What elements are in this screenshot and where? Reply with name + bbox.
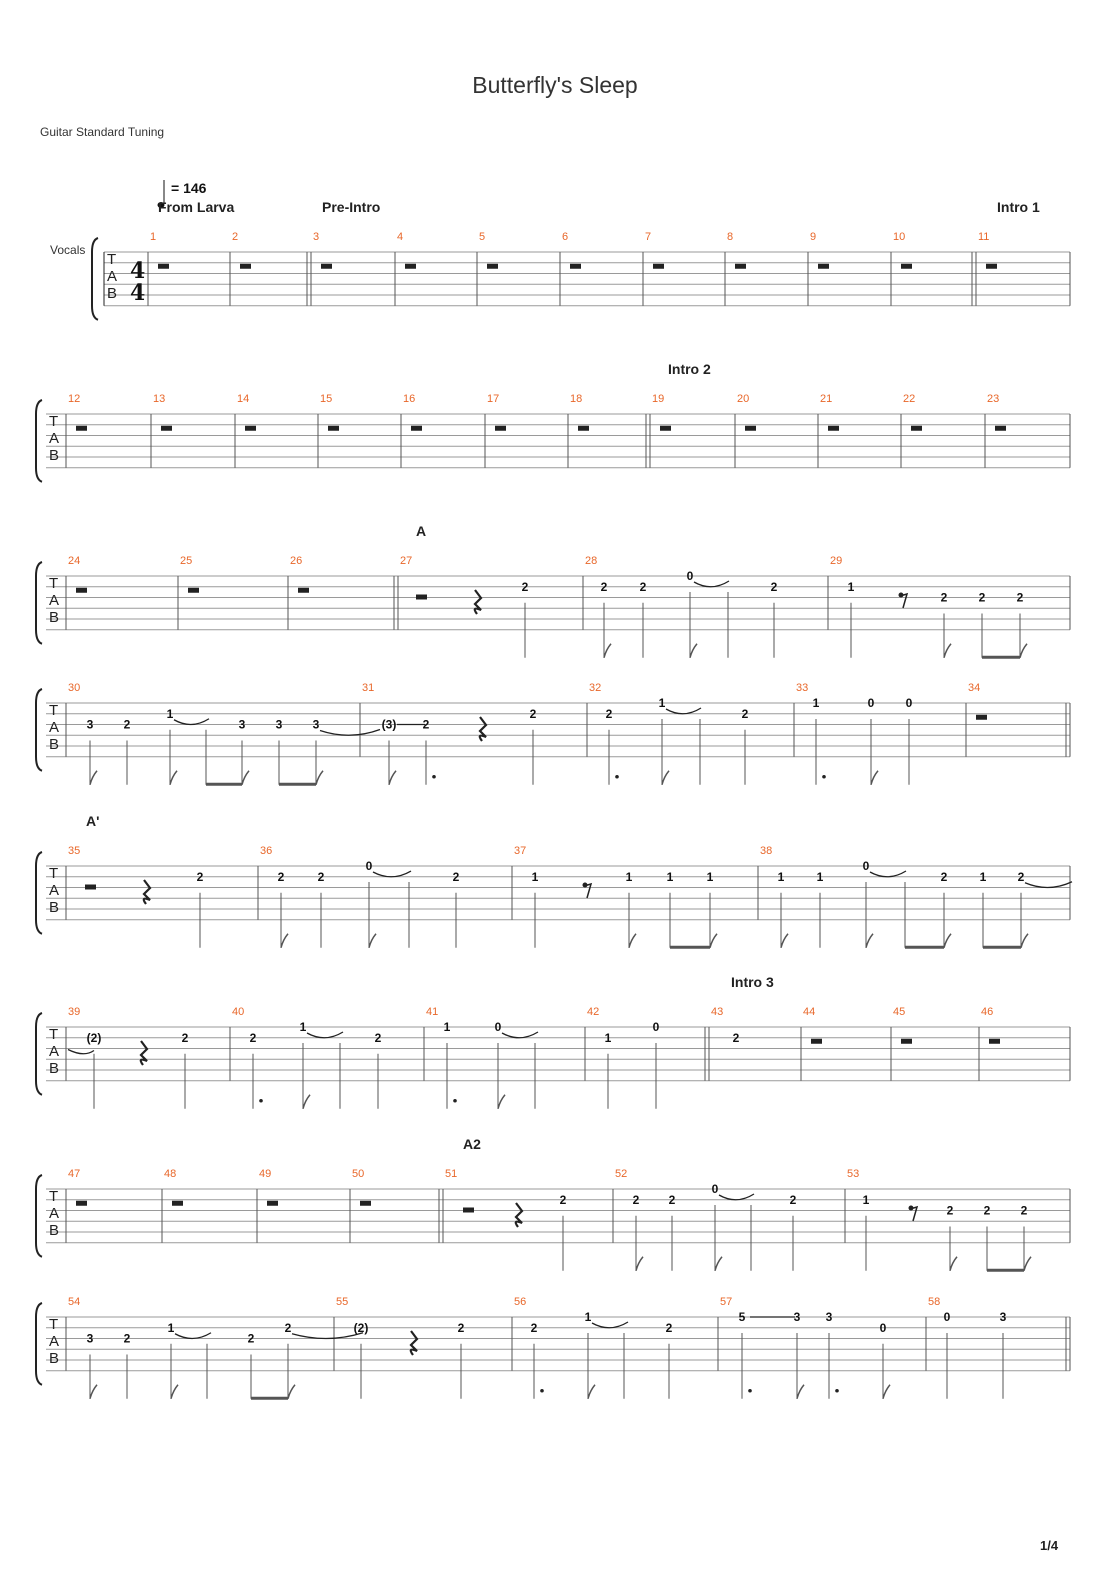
eighth-flag — [171, 1385, 178, 1399]
fret-number: 2 — [123, 1331, 131, 1346]
measure-number: 33 — [796, 682, 809, 694]
eighth-flag — [316, 771, 323, 785]
fret-number: 2 — [946, 1203, 954, 1218]
measure-number: 50 — [352, 1168, 365, 1180]
measure-number: 16 — [403, 393, 416, 405]
tab-clef-letter: T — [49, 1026, 59, 1043]
whole-rest — [495, 426, 506, 431]
fret-number: 2 — [277, 869, 285, 884]
measure-number: 52 — [615, 1168, 628, 1180]
measure-number: 10 — [893, 231, 906, 243]
fret-number: 3 — [86, 717, 94, 732]
whole-rest — [158, 264, 169, 269]
eighth-flag — [797, 1385, 804, 1399]
whole-rest — [976, 715, 987, 720]
measure-number: 38 — [760, 845, 773, 857]
fret-number: 0 — [943, 1310, 951, 1324]
tie — [870, 871, 906, 877]
time-signature-bottom: 4 — [130, 280, 146, 306]
tie — [292, 1333, 363, 1339]
measure-number: 26 — [290, 555, 303, 567]
fret-number: 3 — [793, 1310, 801, 1324]
beam — [983, 946, 1021, 949]
whole-rest — [76, 426, 87, 431]
tab-clef-letter: T — [49, 575, 59, 592]
whole-rest — [172, 1201, 183, 1206]
eighth-rest — [910, 1207, 917, 1221]
system-bracket — [36, 689, 42, 771]
instrument-label: Vocals — [50, 243, 86, 257]
measure-number: 55 — [336, 1296, 349, 1308]
measure-number: 47 — [68, 1168, 81, 1180]
measure-number: 49 — [259, 1168, 272, 1180]
fret-number: 1 — [531, 869, 539, 884]
whole-rest — [811, 1039, 822, 1044]
beam — [905, 946, 944, 949]
measure-number: 3 — [313, 231, 320, 243]
fret-number: 1 — [666, 869, 674, 884]
measure-number: 37 — [514, 845, 527, 857]
eighth-flag — [1024, 1257, 1031, 1271]
section-label: Intro 2 — [668, 361, 711, 377]
eighth-flag — [90, 771, 97, 785]
eighth-flag — [636, 1257, 643, 1271]
whole-rest — [986, 264, 997, 269]
tab-clef-letter: B — [49, 899, 60, 916]
whole-rest — [76, 1201, 87, 1206]
eighth-flag — [662, 771, 669, 785]
whole-rest — [360, 1201, 371, 1206]
fret-number: 0 — [652, 1020, 660, 1034]
tie — [174, 719, 209, 725]
system-bracket — [92, 238, 98, 320]
fret-number: 2 — [317, 869, 325, 884]
half-rest — [85, 885, 96, 890]
whole-rest — [901, 1039, 912, 1044]
tab-clef-letter: A — [49, 719, 60, 736]
fret-number: 1 — [658, 696, 666, 710]
eighth-flag — [690, 644, 697, 658]
tab-clef-letter: T — [107, 251, 117, 268]
eighth-flag — [288, 1385, 295, 1399]
tab-clef-letter: T — [49, 865, 59, 882]
fret-number: 2 — [639, 579, 647, 594]
measure-number: 4 — [397, 231, 404, 243]
eighth-flag — [950, 1257, 957, 1271]
fret-number: 2 — [732, 1030, 740, 1045]
fret-number: 1 — [443, 1020, 451, 1034]
fret-number: 0 — [867, 696, 875, 710]
whole-rest — [298, 588, 309, 593]
measure-number: 27 — [400, 555, 413, 567]
tempo-marking: = 146 — [171, 180, 207, 196]
section-label: Pre-Intro — [322, 199, 381, 215]
fret-number: 0 — [905, 696, 913, 710]
fret-number: 3 — [999, 1310, 1007, 1324]
tab-clef-letter: B — [49, 1350, 60, 1367]
eighth-flag — [1020, 644, 1027, 658]
measure-number: 7 — [645, 231, 652, 243]
tab-clef-letter: B — [49, 609, 60, 626]
fret-number: 5 — [738, 1310, 746, 1324]
measure-number: 30 — [68, 682, 81, 694]
measure-number: 11 — [978, 231, 990, 243]
dot — [822, 775, 826, 779]
fret-number: 2 — [422, 717, 430, 732]
eighth-flag — [242, 771, 249, 785]
tie — [1025, 882, 1072, 888]
measure-number: 53 — [847, 1168, 860, 1180]
fret-number: 1 — [706, 869, 714, 884]
eighth-flag — [944, 934, 951, 948]
beam — [279, 783, 316, 786]
tie — [592, 1322, 628, 1328]
whole-rest — [267, 1201, 278, 1206]
fret-number: 1 — [166, 706, 174, 721]
fret-number: 2 — [530, 1320, 538, 1335]
fret-number: 2 — [284, 1320, 292, 1335]
fret-number: 2 — [665, 1320, 673, 1335]
measure-number: 20 — [737, 393, 750, 405]
fret-number: 1 — [625, 869, 633, 884]
fret-number: 2 — [605, 706, 613, 721]
tab-clef-letter: A — [49, 1333, 60, 1350]
tie — [694, 581, 729, 587]
whole-rest — [911, 426, 922, 431]
fret-number: 2 — [529, 706, 537, 721]
fret-number: 1 — [847, 579, 855, 594]
beam — [206, 783, 242, 786]
measure-number: 31 — [362, 682, 375, 694]
eighth-flag — [170, 771, 177, 785]
system-bracket — [36, 1013, 42, 1095]
whole-rest — [188, 588, 199, 593]
measure-number: 41 — [426, 1006, 439, 1018]
quarter-rest — [480, 717, 486, 741]
tie — [175, 1333, 211, 1339]
fret-number: 3 — [275, 717, 283, 732]
fret-number: 0 — [686, 569, 694, 583]
eighth-flag — [498, 1095, 505, 1109]
fret-number: 1 — [777, 869, 785, 884]
system-bracket — [36, 400, 42, 482]
whole-rest — [745, 426, 756, 431]
dot — [615, 775, 619, 779]
measure-number: 1 — [150, 231, 157, 243]
system-bracket — [36, 1303, 42, 1385]
eighth-flag — [303, 1095, 310, 1109]
fret-number: 2 — [983, 1203, 991, 1218]
eighth-flag — [369, 934, 376, 948]
eighth-flag — [883, 1385, 890, 1399]
eighth-flag — [871, 771, 878, 785]
fret-number: 2 — [940, 869, 948, 884]
eighth-flag — [710, 934, 717, 948]
fret-number: 1 — [862, 1192, 870, 1207]
beam — [987, 1269, 1024, 1272]
fret-number: 2 — [374, 1030, 382, 1045]
tab-clef-letter: A — [49, 1043, 60, 1060]
measure-number: 54 — [68, 1296, 81, 1308]
measure-number: 39 — [68, 1006, 81, 1018]
eighth-flag — [1021, 934, 1028, 948]
measure-number: 43 — [711, 1006, 724, 1018]
page-number: 1/4 — [1040, 1538, 1059, 1553]
section-label: A' — [86, 813, 100, 829]
whole-rest — [828, 426, 839, 431]
fret-number: 2 — [789, 1192, 797, 1207]
tab-clef-letter: T — [49, 1188, 59, 1205]
quarter-rest — [144, 880, 150, 904]
dot — [453, 1099, 457, 1103]
tab-clef-letter: T — [49, 702, 59, 719]
measure-number: 22 — [903, 393, 916, 405]
fret-number: 2 — [457, 1320, 465, 1335]
measure-number: 58 — [928, 1296, 941, 1308]
tab-clef-letter: A — [49, 1205, 60, 1222]
measure-number: 56 — [514, 1296, 527, 1308]
fret-number: (3) — [381, 717, 397, 732]
fret-number: 3 — [86, 1331, 94, 1346]
whole-rest — [989, 1039, 1000, 1044]
whole-rest — [405, 264, 416, 269]
dot — [540, 1389, 544, 1393]
fret-number: 2 — [1017, 869, 1025, 884]
beam — [670, 946, 710, 949]
measure-number: 18 — [570, 393, 583, 405]
eighth-flag — [90, 1385, 97, 1399]
tie — [719, 1194, 754, 1200]
eighth-rest — [584, 884, 591, 898]
measure-number: 42 — [587, 1006, 600, 1018]
measure-number: 17 — [487, 393, 500, 405]
eighth-flag — [588, 1385, 595, 1399]
fret-number: 1 — [299, 1020, 307, 1034]
measure-number: 51 — [445, 1168, 458, 1180]
tuning-label: Guitar Standard Tuning — [40, 125, 165, 139]
eighth-flag — [389, 771, 396, 785]
tie — [373, 871, 411, 877]
fret-number: 2 — [123, 717, 131, 732]
whole-rest — [161, 426, 172, 431]
eighth-flag — [715, 1257, 722, 1271]
system-bracket — [36, 1175, 42, 1257]
fret-number: 1 — [812, 696, 820, 710]
fret-number: 2 — [1016, 590, 1024, 605]
measure-number: 44 — [803, 1006, 816, 1018]
measure-number: 36 — [260, 845, 273, 857]
section-label: A2 — [463, 1136, 481, 1152]
whole-rest — [411, 426, 422, 431]
beam — [251, 1397, 288, 1400]
eighth-flag — [629, 934, 636, 948]
measure-number: 25 — [180, 555, 193, 567]
tab-clef-letter: A — [107, 268, 118, 285]
section-label: A — [416, 523, 427, 539]
tie — [320, 730, 380, 736]
tab-clef-letter: T — [49, 413, 59, 430]
measure-number: 8 — [727, 231, 734, 243]
measure-number: 21 — [820, 393, 833, 405]
system-bracket — [36, 562, 42, 644]
fret-number: (2) — [353, 1320, 369, 1335]
whole-rest — [735, 264, 746, 269]
quarter-rest — [475, 590, 481, 614]
fret-number: (2) — [86, 1030, 102, 1045]
time-signature-top: 4 — [130, 258, 146, 284]
measure-number: 48 — [164, 1168, 177, 1180]
half-rest — [416, 595, 427, 600]
tab-clef-letter: B — [49, 1222, 60, 1239]
fret-number: 0 — [862, 859, 870, 873]
eighth-flag — [866, 934, 873, 948]
fret-number: 2 — [452, 869, 460, 884]
tie-in — [68, 1050, 94, 1054]
fret-number: 1 — [816, 869, 824, 884]
measure-number: 34 — [968, 682, 981, 694]
fret-number: 1 — [584, 1310, 592, 1324]
measure-number: 5 — [479, 231, 486, 243]
dot — [259, 1099, 263, 1103]
tab-clef-letter: T — [49, 1316, 59, 1333]
fret-number: 2 — [978, 590, 986, 605]
measure-number: 45 — [893, 1006, 906, 1018]
measure-number: 9 — [810, 231, 817, 243]
system-bracket — [36, 852, 42, 934]
measure-number: 13 — [153, 393, 166, 405]
fret-number: 0 — [879, 1320, 887, 1335]
measure-number: 24 — [68, 555, 81, 567]
measure-number: 46 — [981, 1006, 994, 1018]
whole-rest — [995, 426, 1006, 431]
fret-number: 2 — [521, 579, 529, 594]
tab-clef-letter: B — [49, 736, 60, 753]
whole-rest — [245, 426, 256, 431]
fret-number: 0 — [365, 859, 373, 873]
tab-clef-letter: A — [49, 592, 60, 609]
whole-rest — [321, 264, 332, 269]
beam — [982, 656, 1020, 659]
tab-clef-letter: A — [49, 882, 60, 899]
whole-rest — [818, 264, 829, 269]
fret-number: 3 — [825, 1310, 833, 1324]
dot — [835, 1389, 839, 1393]
measure-number: 6 — [562, 231, 569, 243]
whole-rest — [76, 588, 87, 593]
half-rest — [463, 1208, 474, 1213]
whole-rest — [328, 426, 339, 431]
whole-rest — [901, 264, 912, 269]
measure-number: 2 — [232, 231, 239, 243]
fret-number: 2 — [940, 590, 948, 605]
fret-number: 2 — [770, 579, 778, 594]
tie — [502, 1032, 538, 1038]
measure-number: 14 — [237, 393, 250, 405]
whole-rest — [578, 426, 589, 431]
measure-number: 29 — [830, 555, 843, 567]
measure-number: 32 — [589, 682, 602, 694]
eighth-flag — [781, 934, 788, 948]
fret-number: 2 — [559, 1192, 567, 1207]
tab-clef-letter: B — [49, 1060, 60, 1077]
whole-rest — [660, 426, 671, 431]
measure-number: 40 — [232, 1006, 245, 1018]
measure-number: 19 — [652, 393, 665, 405]
quarter-rest — [141, 1041, 147, 1065]
eighth-flag — [281, 934, 288, 948]
tab-clef-letter: B — [107, 285, 118, 302]
measure-number: 15 — [320, 393, 333, 405]
fret-number: 2 — [668, 1192, 676, 1207]
fret-number: 2 — [600, 579, 608, 594]
fret-number: 1 — [979, 869, 987, 884]
fret-number: 2 — [632, 1192, 640, 1207]
fret-number: 2 — [181, 1030, 189, 1045]
section-label: Intro 3 — [731, 974, 774, 990]
whole-rest — [570, 264, 581, 269]
eighth-rest — [900, 594, 907, 608]
fret-number: 1 — [167, 1320, 175, 1335]
fret-number: 2 — [741, 706, 749, 721]
tie — [307, 1032, 343, 1038]
tie — [666, 708, 701, 714]
section-label: Intro 1 — [997, 199, 1040, 215]
fret-number: 1 — [604, 1030, 612, 1045]
tab-clef-letter: B — [49, 447, 60, 464]
dot — [748, 1389, 752, 1393]
fret-number: 0 — [494, 1020, 502, 1034]
tab-clef-letter: A — [49, 430, 60, 447]
song-title: Butterfly's Sleep — [472, 72, 638, 98]
whole-rest — [240, 264, 251, 269]
quarter-rest — [411, 1331, 417, 1355]
fret-number: 2 — [247, 1331, 255, 1346]
section-label: From Larva — [158, 199, 235, 215]
fret-number: 2 — [196, 869, 204, 884]
fret-number: 2 — [1020, 1203, 1028, 1218]
whole-rest — [487, 264, 498, 269]
fret-number: 3 — [312, 717, 320, 732]
dot — [432, 775, 436, 779]
measure-number: 23 — [987, 393, 1000, 405]
fret-number: 3 — [238, 717, 246, 732]
eighth-flag — [604, 644, 611, 658]
measure-number: 35 — [68, 845, 81, 857]
quarter-rest — [516, 1203, 522, 1227]
fret-number: 0 — [711, 1182, 719, 1196]
measure-number: 28 — [585, 555, 598, 567]
measure-number: 57 — [720, 1296, 733, 1308]
measure-number: 12 — [68, 393, 81, 405]
fret-number: 2 — [249, 1030, 257, 1045]
eighth-flag — [944, 644, 951, 658]
whole-rest — [653, 264, 664, 269]
